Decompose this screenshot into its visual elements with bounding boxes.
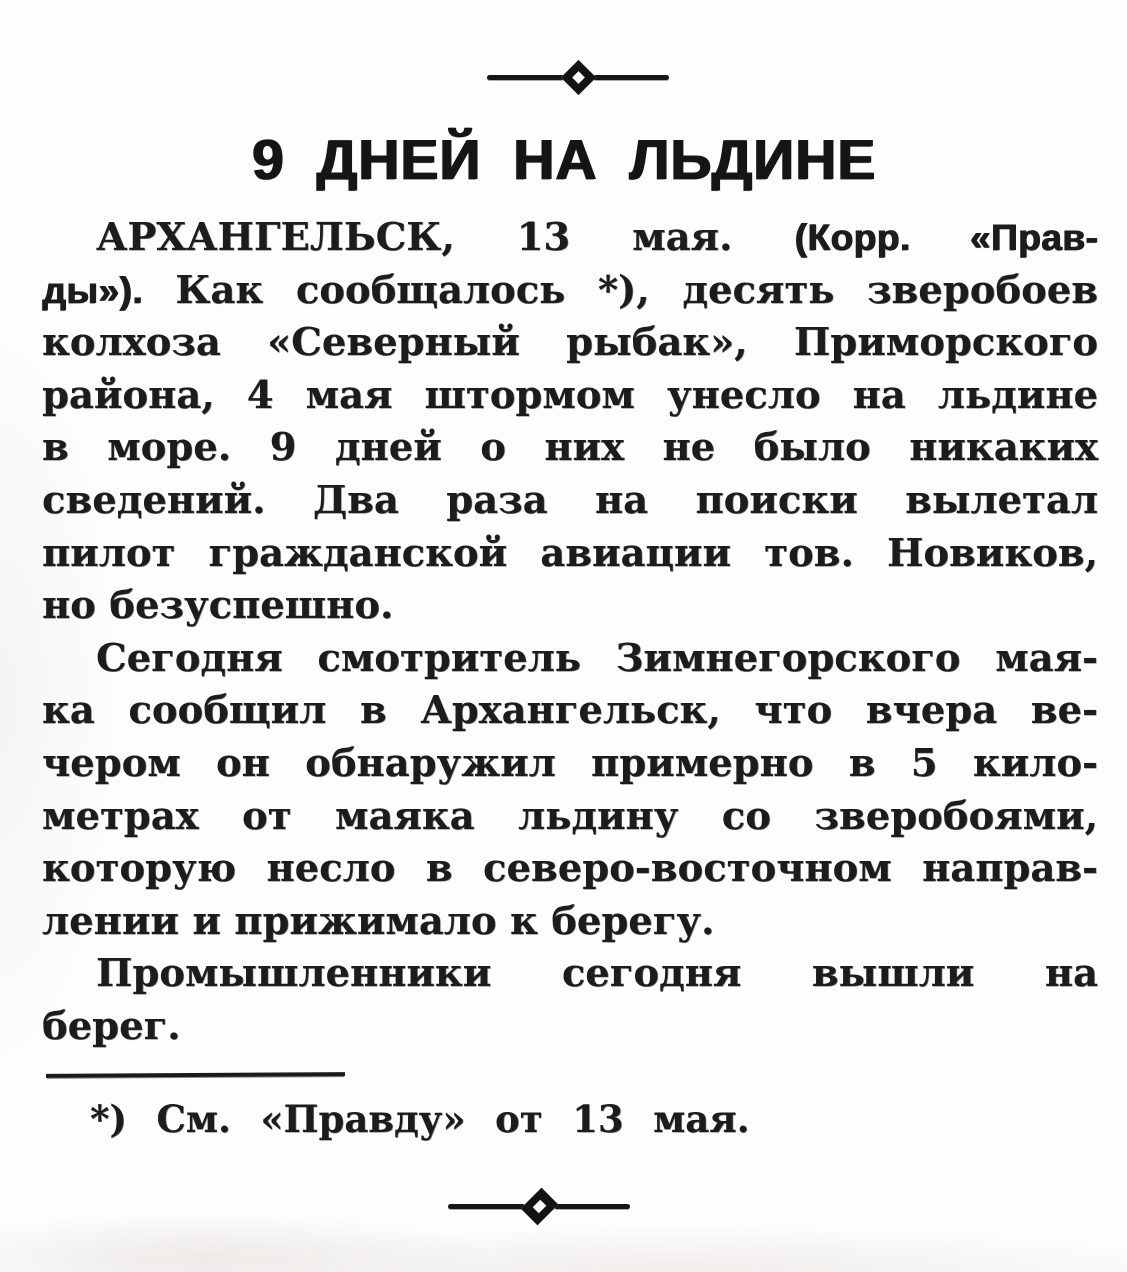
body-text-segment: колхоза «Северный рыбак», Приморского xyxy=(42,320,1098,366)
article-line xyxy=(42,212,1098,265)
body-text-segment: ка сообщил в Архангельск, что вчера ве- xyxy=(42,688,1098,734)
article-line xyxy=(42,948,1098,1001)
article-line xyxy=(42,896,1098,949)
body-text-segment: Как сообщалось *), десять зверобоев xyxy=(175,267,1098,313)
diamond-icon xyxy=(520,1187,558,1225)
body-text-segment: метрах от маяка льдину со зверобоями, xyxy=(42,793,1098,839)
article-line xyxy=(42,370,1098,423)
article-line xyxy=(42,580,1098,633)
bottom-divider xyxy=(448,1184,630,1228)
top-divider xyxy=(487,55,669,99)
correspondent-credit: (Корр. «Прав- xyxy=(794,217,1098,258)
article-line xyxy=(42,685,1098,738)
article-title: 9 ДНЕЙ НА ЛЬДИНЕ xyxy=(251,128,876,192)
article-line xyxy=(42,1001,1098,1054)
body-text-segment: лении и прижимало к берегу. xyxy=(42,898,715,944)
paragraph xyxy=(42,948,1098,1053)
body-text-segment: которую несло в северо-восточном направ- xyxy=(42,846,1098,892)
article-body xyxy=(42,212,1098,1054)
divider-rule-right xyxy=(593,75,670,80)
footnote-rule xyxy=(46,1072,345,1078)
paragraph xyxy=(42,633,1098,949)
article-line xyxy=(42,633,1098,686)
correspondent-credit-continued: ды»). xyxy=(42,269,143,311)
body-text-segment: Сегодня смотритель Зимнегорского мая- xyxy=(96,635,1098,681)
body-text-segment: но безуспешно. xyxy=(42,583,394,629)
body-text-segment: чером он обнаружил примерно в 5 кило- xyxy=(42,740,1098,786)
article-line xyxy=(42,475,1098,528)
article-line xyxy=(42,528,1098,581)
divider-rule-left xyxy=(487,75,564,80)
dateline: АРХАНГЕЛЬСК, 13 мая. xyxy=(96,215,733,260)
body-text-segment: пилот гражданской авиации тов. Новиков, xyxy=(42,530,1098,576)
article-line xyxy=(42,422,1098,475)
divider-rule-right xyxy=(554,1204,631,1209)
article-line xyxy=(42,843,1098,896)
article-line xyxy=(42,317,1098,370)
article-line xyxy=(42,265,1098,318)
body-text-segment: сведений. Два раза на поиски вылетал xyxy=(42,477,1098,523)
body-text-segment: Промышленники сегодня вышли на xyxy=(96,951,1098,997)
paragraph xyxy=(42,212,1098,633)
footnote: *) См. «Правду» от 13 мая. xyxy=(90,1097,750,1141)
body-text-segment: района, 4 мая штормом унесло на льдине xyxy=(42,372,1098,418)
diamond-icon xyxy=(560,59,595,94)
body-text-segment: берег. xyxy=(42,1003,181,1049)
article-line xyxy=(42,791,1098,844)
body-text-segment: в море. 9 дней о них не было никаких xyxy=(42,425,1098,471)
divider-rule-left xyxy=(448,1204,525,1209)
article-line xyxy=(42,738,1098,791)
